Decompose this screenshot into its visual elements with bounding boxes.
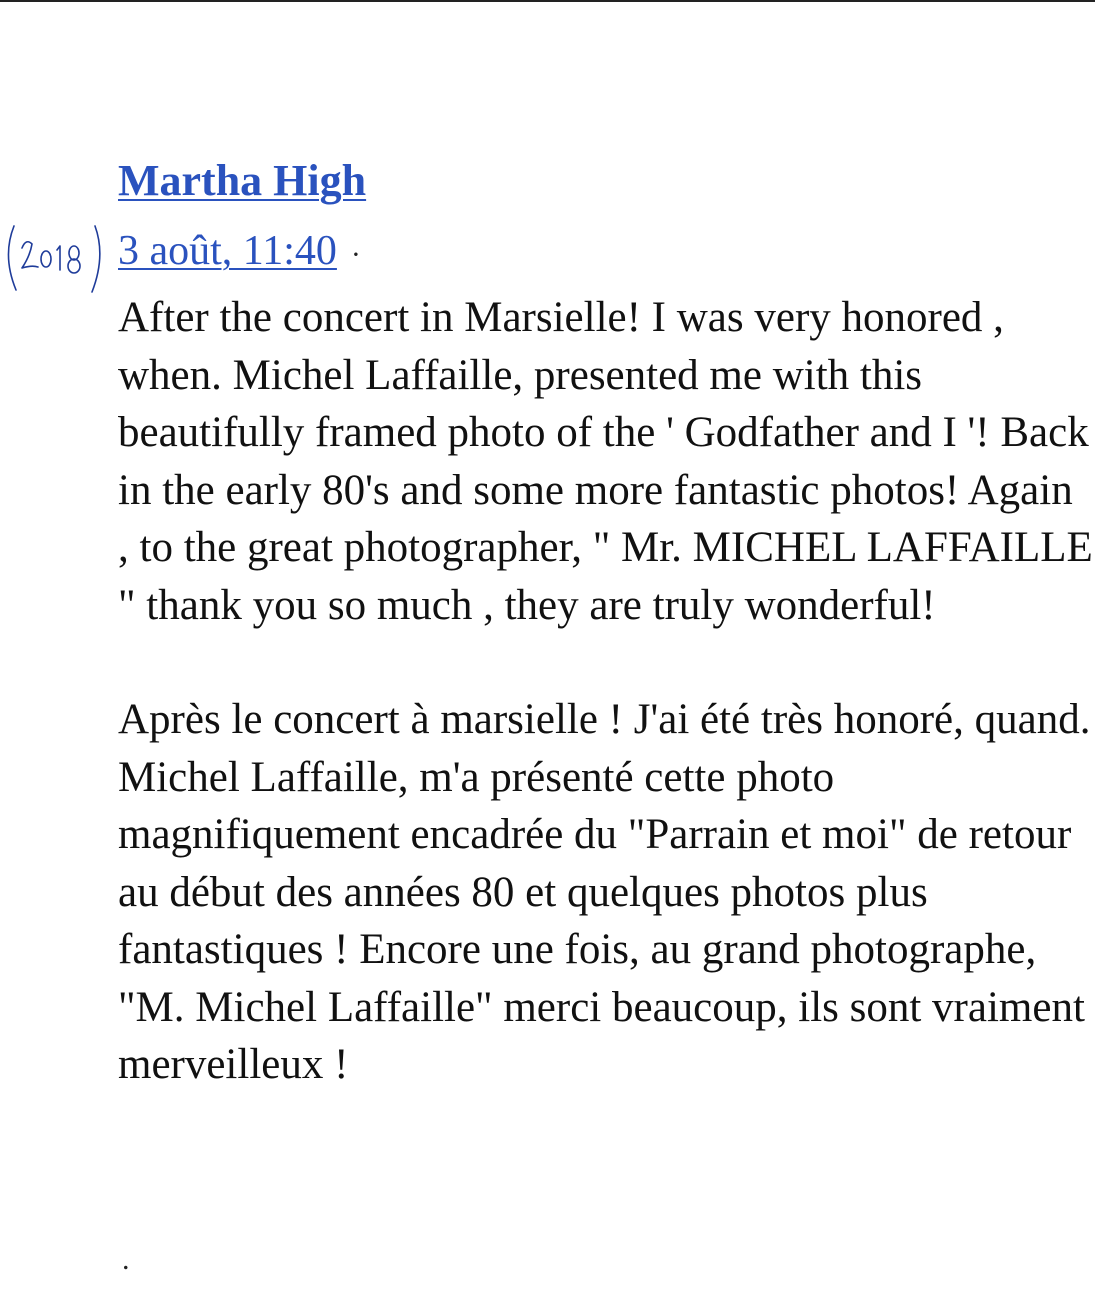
post-text-english: After the concert in Marsielle! I was very honored , when. Michel Laffaille, presented me with this beautifully framed photo of the ' Godfather and I '! Back in the early 80's and some more fantastic photos! Again , to the great photographer, " Mr. MICHEL LAFFAILLE " thank you so much , they are truly wonderful! — [118, 294, 1093, 629]
handwritten-year-annotation — [0, 216, 112, 296]
author-link[interactable]: Martha High — [118, 156, 367, 205]
post-text-french: Après le concert à marsielle ! J'ai été très honoré, quand. Michel Laffaille, m'a présenté cette photo magnifiquement encadrée du "Parrain et moi" de retour au début des années 80 et quelques photos plus fantastiques ! Encore une fois, au grand photographe, "M. Michel Laffaille" merci beaucoup, ils sont vraiment merveilleux ! — [118, 696, 1091, 1088]
trailing-mark: . — [122, 1243, 130, 1276]
timestamp-link[interactable]: 3 août, 11:40 — [118, 228, 337, 274]
timestamp-row — [118, 222, 361, 280]
separator-dot: · — [350, 238, 361, 271]
post-body — [118, 289, 1093, 1094]
top-border-line — [0, 0, 1095, 2]
